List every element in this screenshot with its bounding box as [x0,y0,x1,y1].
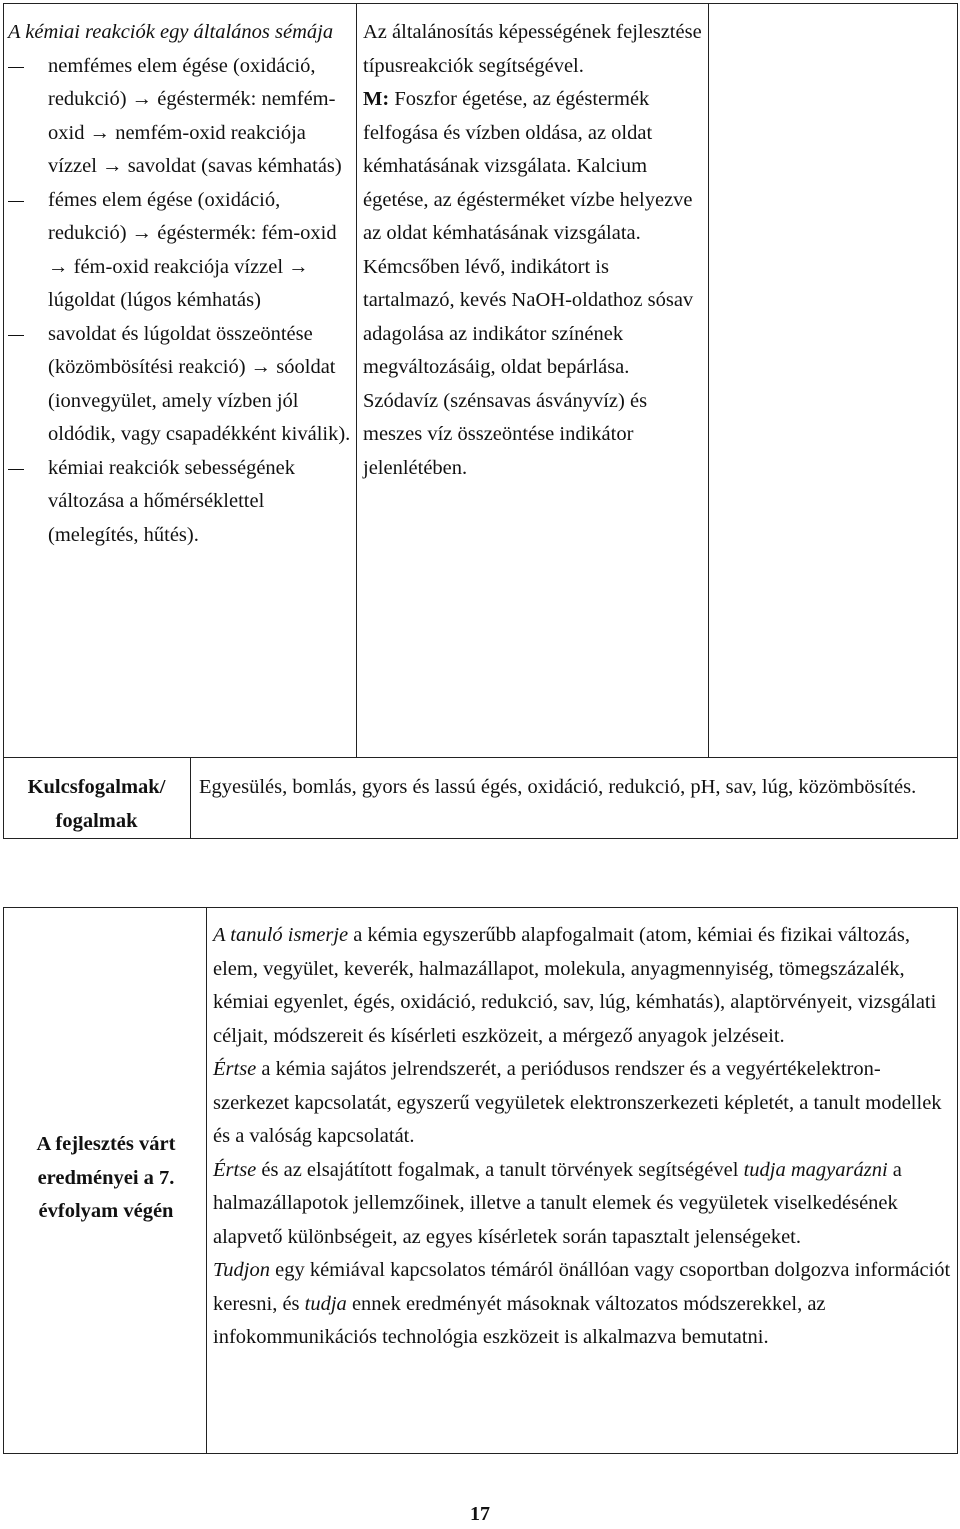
table-divider [708,3,709,757]
outcomes-label: A fejlesztés várt eredményei a 7. évfolyam végén [36,1133,176,1222]
table-divider [206,907,207,1454]
keyconcepts-label-line1: Kulcsfogalmak/ [27,776,166,798]
general-scheme-heading: A kémiai reakciók egy általános sémája [8,21,334,43]
table-divider [356,3,357,757]
page-number: 17 [470,1503,490,1525]
m-label: M: [363,88,390,110]
outcomes-text [213,919,951,1355]
keyconcepts-text: Egyesülés, bomlás, gyors és lassú égés, oxidáció, redukció, pH, sav, lúg, közömbösítés. [199,776,917,798]
table-divider [3,757,958,758]
outcome-paragraph: Értse és az elsajátított fogalmak, a tanult törvények segítségével tudja magyarázni a halmazállapotok jellemzőinek, illetve a tanult elemek és vegyületek viselkedésének alapvető különbségeit, az egyes kísérletek során tapasztalt jelenségeket. [213,1158,902,1248]
activities-intro: Az általánosítás képességének fejlesztése típusreakciók segítségével. [363,21,702,77]
keyconcepts-label [3,771,190,838]
table-divider [190,757,191,839]
activities-cell [363,16,703,485]
m-text: Foszfor égetése, az égéstermék felfogása és vízben oldása, az oldat kémhatásának vizsgálata. Kalcium égetése, az égésterméket vízbe helyezve az oldat kémhatásának vizsgálata. Kémcsőben lévő, indikátort is tartalmazó, kevés NaOH-oldathoz sósav adagolása az indikátor színének megváltozásáig, oldat bepárlása. Szódavíz (szénsavas ásványvíz) és meszes víz összeöntése indikátor jelenlétében. [363,88,694,479]
activities-text [363,83,703,485]
list-item: fémes elem égése (oxidáció, redukció) → égéstermék: fém-oxid → fém-oxid reakciója vízzel → lúgoldat (lúgos kémhatás) [8,184,352,318]
outcome-paragraph: A tanuló ismerje a kémia egyszerűbb alapfogalmait (atom, kémiai és fizikai változás, elem, vegyület, keverék, halmazállapot, molekula, anyagmennyiség, tömegszázalék, kémiai egyenlet, égés, oxidáció, redukció, sav, lúg, kémhatás), alaptörvényeit, vizsgálati céljait, módszereit és kísérleti eszközeit, a mérgező anyagok jelzéseit. [213,924,937,1047]
list-item: kémiai reakciók sebességének változása a hőmérséklettel (melegítés, hűtés). [8,452,352,553]
outcome-paragraph: Értse a kémia sajátos jelrendszerét, a periódusos rendszer és a vegyértékelektron-szerkezet kapcsolatát, egyszerű vegyületek elektronszerkezeti képletét, a tanult modellek és a valóság kapcsolatát. [213,1058,942,1147]
general-scheme-cell [8,16,352,552]
keyconcepts-label-line2: fogalmak [55,809,138,832]
scheme-list [8,50,352,553]
outcome-paragraph: Tudjon egy kémiával kapcsolatos témáról önállóan vagy csoportban dolgozva információt keresni, és tudja ennek eredményét másoknak változatos módszerekkel, az infokommunikációs technológia eszközeit is alkalmazva bemutatni. [213,1259,951,1348]
list-item: savoldat és lúgoldat összeöntése (közömbösítési reakció) → sóoldat (ionvegyület, amely vízben jól oldódik, vagy csapadékként kiválik). [8,318,352,452]
list-item: nemfémes elem égése (oxidáció, redukció) → égéstermék: nemfém-oxid → nemfém-oxid reakciója vízzel → savoldat (savas kémhatás) [8,50,352,184]
